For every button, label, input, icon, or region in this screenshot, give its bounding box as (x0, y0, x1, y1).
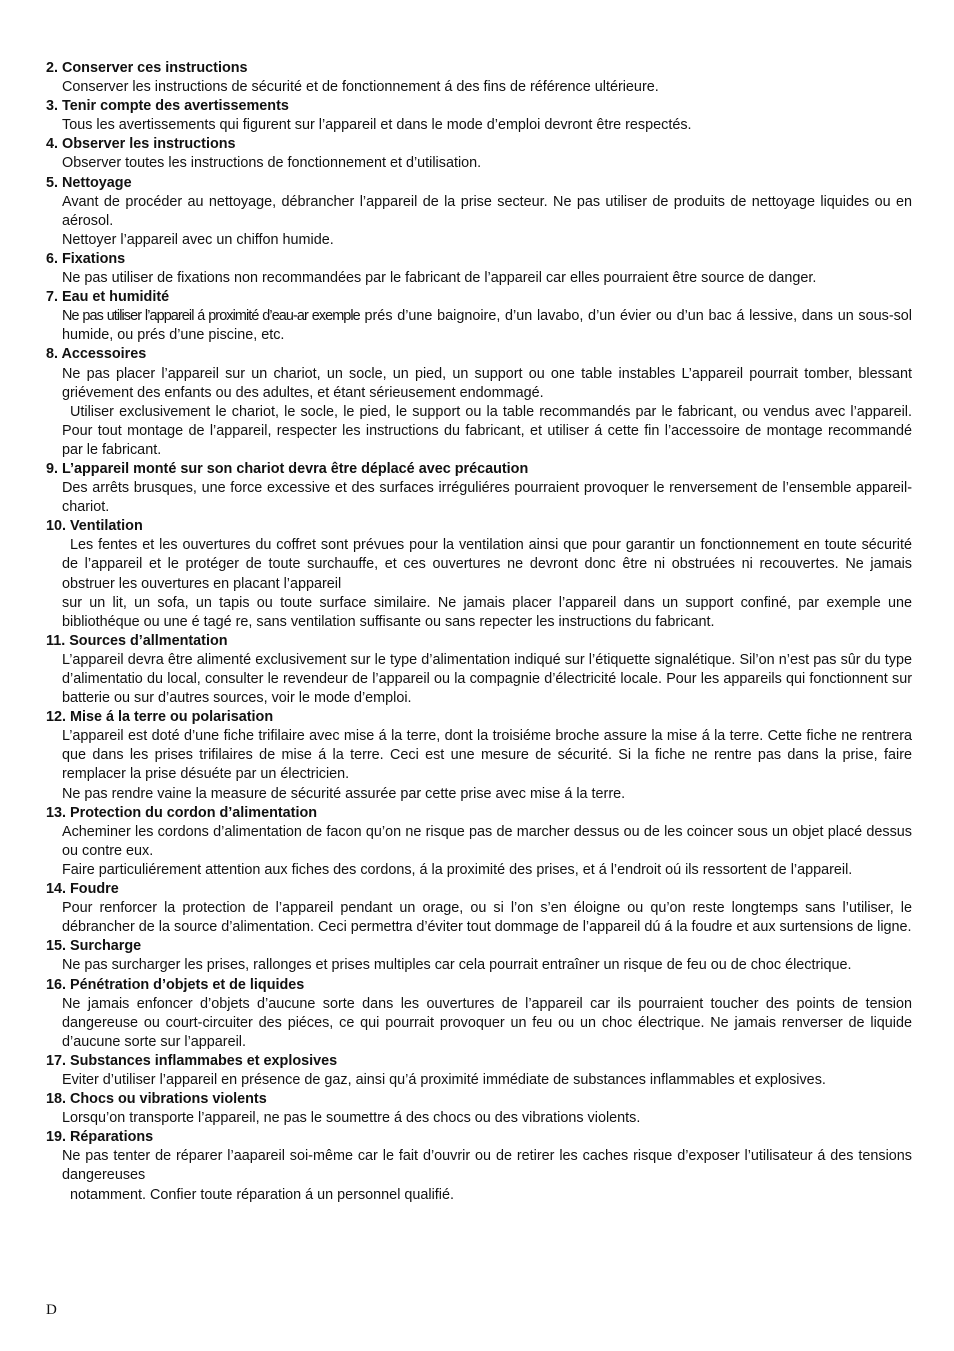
section-text: Lorsqu’on transporte l’appareil, ne pas le soumettre á des chocs ou des vibrations violents. (62, 1110, 641, 1127)
section-16 (46, 976, 912, 1052)
section-heading: 15. Surcharge (46, 938, 142, 955)
section-text: Acheminer les cordons d’alimentation de facon qu’on ne risque pas de marcher dessus ou de les coincer sous un objet placé dessus ou contre eux. (62, 823, 912, 859)
section-8 (46, 345, 912, 460)
safety-instructions-list (46, 59, 912, 1205)
section-text: Ne pas utiliser de fixations non recommandées par le fabricant de l’appareil car elles pourraient être source de danger. (62, 270, 817, 287)
section-text: Ne pas placer l’appareil sur un chariot, un socle, un pied, un support ou one table instables L’appareil pourrait tomber, blessant griévement des enfants ou des adultes, et étant sérieusement endommagé. (62, 365, 912, 401)
section-4 (46, 135, 912, 173)
section-11 (46, 632, 912, 708)
section-heading: 5. Nettoyage (46, 174, 132, 191)
section-text: Nettoyer l’appareil avec un chiffon humide. (62, 231, 334, 248)
section-heading: 18. Chocs ou vibrations violents (46, 1091, 267, 1108)
section-heading: 6. Fixations (46, 250, 126, 267)
section-12 (46, 708, 912, 803)
section-text: L’appareil est doté d’une fiche trifilaire avec mise á la terre, dont la troisiéme broche assure la mise á la terre. Cette fiche ne rentrera que dans les prises trifilaires de mise á la terre. Ceci est une mesure de sécurité. Si la fiche ne rentre pas dans la prise, faire remplacer la prise désuéte par un électricien. (62, 728, 912, 783)
section-heading: 2. Conserver ces instructions (46, 60, 248, 76)
section-text: Faire particuliérement attention aux fiches des cordons, á la proximité des prises, et á l’endroit oú ils ressortent de l’appareil. (62, 861, 853, 878)
section-text: Conserver les instructions de sécurité et de fonctionnement á des fins de référence ultérieure. (62, 79, 659, 96)
section-heading: 8. Accessoires (46, 346, 147, 363)
section-6 (46, 250, 912, 288)
section-text: Les fentes et les ouvertures du coffret sont prévues pour la ventilation ainsi que pour garantir un fonctionnement en toute sécurité de l’appareil et le protéger de toute surchauffe, et ces ouvertures ne devront donc être ni obstruées ni recouvertes. Ne jamais obstruer les ouvertures en placant l’appareil (62, 537, 912, 592)
section-text: Ne pas tenter de réparer l’aapareil soi-même car le fait d’ouvrir ou de retirer les caches risque d’exposer l’utilisateur á des tensions dangereuses (62, 1148, 912, 1184)
section-heading: 17. Substances inflammabes et explosives (46, 1052, 338, 1069)
section-text: Avant de procéder au nettoyage, débrancher l’appareil de la prise secteur. Ne pas utiliser de produits de nettoyage liquides ou en aérosol. (62, 193, 912, 229)
section-5 (46, 174, 912, 250)
section-text: sur un lit, un sofa, un tapis ou toute surface similaire. Ne jamais placer l’appareil dans un support confiné, par exemple une bibliothéque ou une é tagé re, sans ventilation suffisante ou sans repecter les instructions du fabricant. (62, 594, 912, 630)
section-2 (46, 59, 912, 97)
section-heading: 10. Ventilation (46, 518, 143, 535)
section-text: Ne pas rendre vaine la measure de sécurité assurée par cette prise avec mise á la terre. (62, 785, 626, 802)
section-text: Ne pas surcharger les prises, rallonges et prises multiples car cela pourrait entraîner un risque de feu ou de choc électrique. (62, 957, 852, 974)
section-7 (46, 288, 912, 345)
section-19 (46, 1128, 912, 1204)
section-heading: 19. Réparations (46, 1129, 154, 1146)
section-text: L’appareil devra être alimenté exclusivement sur le type d’alimentation indiqué sur l’étiquette signalétique. Sil’on n’est pas sûr du type d’alimentatio du local, consulter le revendeur de l’appareil ou la compagnie d’électricité locale. Pour les appareils qui fonctionnent sur batterie ou sur d’autres sources, voir le mode d’emploi. (62, 651, 912, 707)
section-13 (46, 804, 912, 880)
section-text: Eviter d’utiliser l’appareil en présence de gaz, ainsi qu’á proximité immédiate de substances inflammables et explosives. (62, 1071, 826, 1088)
section-18 (46, 1090, 912, 1128)
section-heading: 12. Mise á la terre ou polarisation (46, 709, 274, 726)
section-heading: 13. Protection du cordon d’alimentation (46, 804, 318, 821)
section-10 (46, 517, 912, 632)
section-text-continued: prés d’une baignoire, d’un lavabo, d’un évier ou d’un bac á lessive, dans un sous-sol humide, ou prés d’une piscine, etc. (62, 308, 913, 344)
section-text: Ne jamais enfoncer d’objets d’aucune sorte dans les ouvertures de l’appareil car ils pourraient toucher des points de tension dangereuse ou court-circuiter des piéces, ce qui pourrait provoquer un feu ou un choc électrique. Ne jamais renverser de liquide d’aucune sorte sur l’appareil. (62, 995, 912, 1050)
condensed-text: Ne pas utiliser l’appareil á proximité d’eau-ar exemple (62, 308, 360, 325)
section-14 (46, 880, 912, 937)
page-footer-letter: D (46, 1302, 57, 1318)
section-heading: 14. Foudre (46, 881, 119, 898)
section-heading: 9. L’appareil monté sur son chariot devra être déplacé avec précaution (46, 460, 529, 477)
section-text: Des arrêts brusques, une force excessive et des surfaces irréguliéres pourraient provoquer le renversement de l’ensemble appareil-chariot. (62, 480, 912, 516)
section-text: notamment. Confier toute réparation á un personnel qualifié. (70, 1186, 454, 1203)
section-17 (46, 1052, 912, 1090)
section-text: Tous les avertissements qui figurent sur l’appareil et dans le mode d’emploi devront être respectés. (62, 117, 692, 134)
section-heading: 4. Observer les instructions (46, 136, 236, 153)
section-text: Observer toutes les instructions de fonctionnement et d’utilisation. (62, 155, 482, 172)
section-heading: 11. Sources d’allmentation (46, 632, 228, 649)
section-3 (46, 97, 912, 135)
section-heading: 7. Eau et humidité (46, 289, 170, 306)
section-text: Pour renforcer la protection de l’appareil pendant un orage, ou si l’on s’en éloigne ou qu’on reste longtemps sans l’utiliser, le débrancher de la source d’alimentation. Ceci permettra d’éviter tout dommage de l’appareil dú á la foudre et aux surtensions de ligne. (62, 900, 912, 936)
section-15 (46, 937, 912, 975)
section-9 (46, 460, 912, 517)
section-heading: 16. Pénétration d’objets et de liquides (46, 976, 305, 993)
section-text (46, 307, 912, 345)
section-heading: 3. Tenir compte des avertissements (46, 98, 289, 115)
section-text: Utiliser exclusivement le chariot, le socle, le pied, le support ou la table recommandés par le fabricant, ou vendus avec l’appareil. Pour tout montage de l’appareil, respecter les instructions du fabricant, et utiliser á cette fin l’accessoire de montage recommandé par le fabricant. (62, 403, 912, 458)
